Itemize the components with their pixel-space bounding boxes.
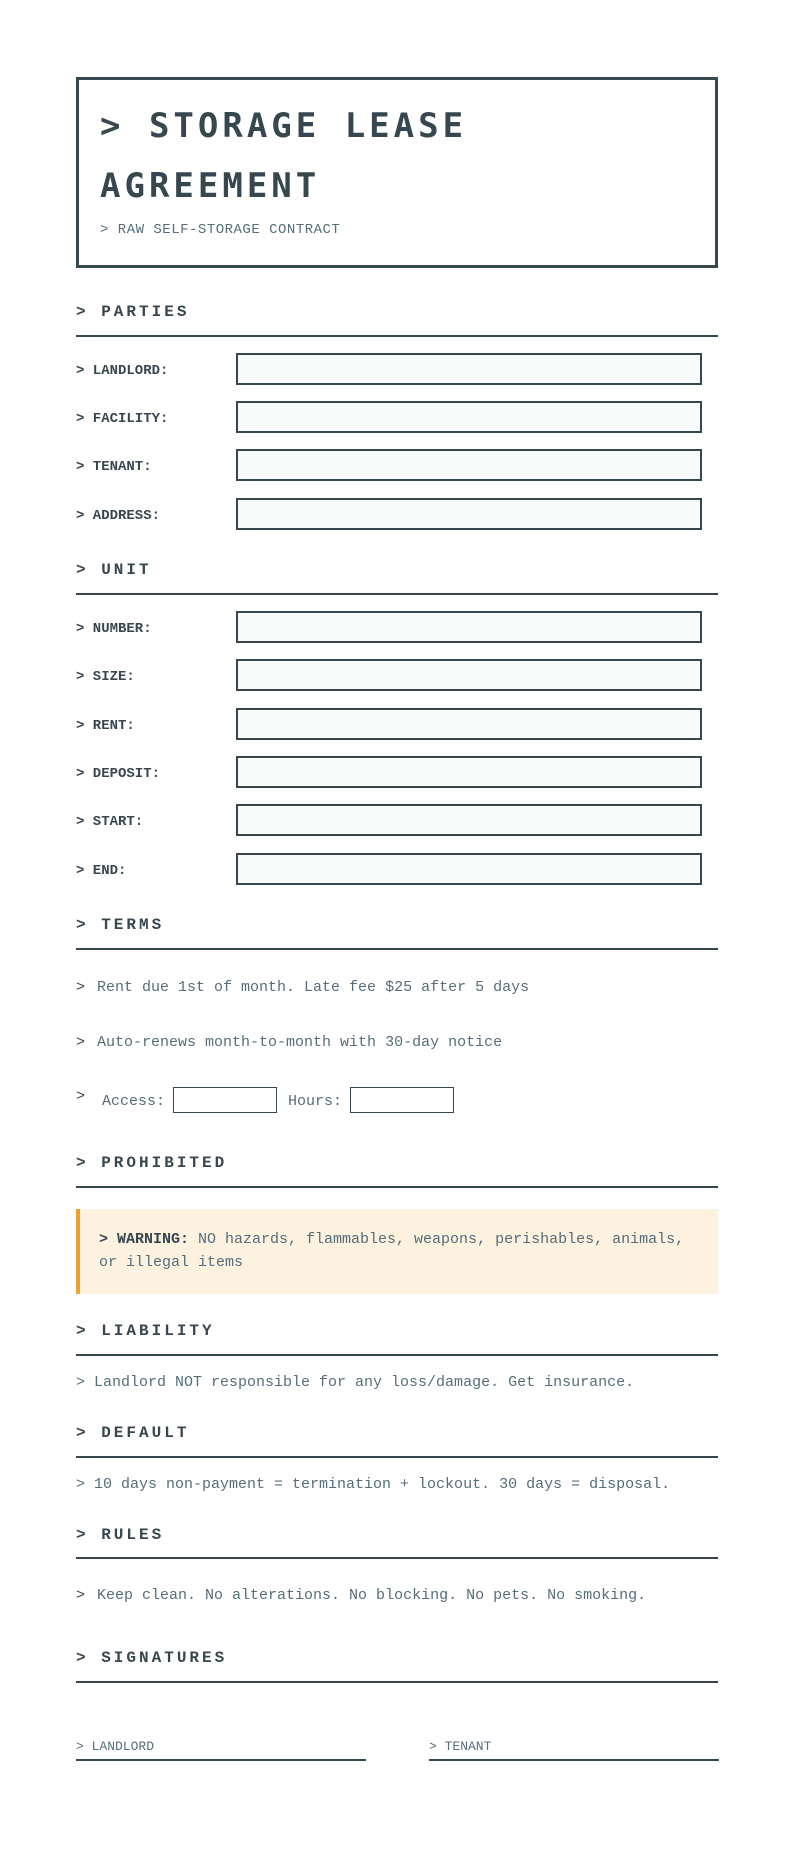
term-text: Auto-renews month-to-month with 30-day notice (97, 1034, 503, 1051)
deposit-label: > DEPOSIT: (76, 766, 161, 782)
section-default (76, 1424, 718, 1458)
address-field[interactable] (236, 498, 702, 530)
rent-field[interactable] (236, 708, 702, 740)
bullet-marker: > (76, 1088, 86, 1105)
hours-label: Hours: (288, 1093, 343, 1110)
section-title: > DEFAULT (76, 1424, 190, 1442)
term-item-rent-due (76, 979, 529, 996)
facility-field[interactable] (236, 401, 702, 433)
landlord-field[interactable] (236, 353, 702, 385)
page-title-line-2: AGREEMENT (100, 166, 321, 206)
section-liability (76, 1322, 718, 1356)
tenant-signature-label: > TENANT (429, 1739, 492, 1754)
page-title-line-1: > STORAGE LEASE (100, 106, 468, 146)
end-label: > END: (76, 863, 127, 879)
rent-label: > RENT: (76, 718, 135, 734)
end-date-field[interactable] (236, 853, 702, 885)
section-title: > UNIT (76, 561, 152, 579)
section-title: > RULES (76, 1526, 165, 1544)
section-title: > LIABILITY (76, 1322, 215, 1340)
landlord-signature-label: > LANDLORD (76, 1739, 155, 1754)
landlord-signature-line[interactable] (76, 1737, 366, 1761)
deposit-field[interactable] (236, 756, 702, 788)
unit-number-field[interactable] (236, 611, 702, 643)
bullet-marker: > (76, 1034, 86, 1051)
section-signatures (76, 1649, 718, 1683)
term-item-auto-renew (76, 1034, 502, 1051)
size-label: > SIZE: (76, 669, 135, 685)
term-text: Rent due 1st of month. Late fee $25 after 5 days (97, 979, 530, 996)
default-text: > 10 days non-payment = termination + lockout. 30 days = disposal. (76, 1476, 671, 1493)
start-label: > START: (76, 814, 144, 830)
tenant-signature-line[interactable] (429, 1737, 719, 1761)
liability-text: > Landlord NOT responsible for any loss/damage. Get insurance. (76, 1374, 635, 1391)
section-terms (76, 916, 718, 950)
title-box (76, 77, 718, 268)
rules-item (76, 1587, 646, 1604)
rules-text: Keep clean. No alterations. No blocking. No pets. No smoking. (97, 1587, 647, 1604)
bullet-marker: > (76, 979, 86, 996)
start-date-field[interactable] (236, 804, 702, 836)
tenant-label: > TENANT: (76, 459, 152, 475)
warning-text: NO hazards, flammables, weapons, perishables, animals, or illegal items (99, 1231, 685, 1271)
number-label: > NUMBER: (76, 621, 152, 637)
access-input[interactable] (173, 1087, 277, 1113)
unit-size-field[interactable] (236, 659, 702, 691)
section-title: > TERMS (76, 916, 165, 934)
section-unit (76, 561, 718, 595)
address-label: > ADDRESS: (76, 508, 161, 524)
page-subtitle: > RAW SELF-STORAGE CONTRACT (100, 222, 341, 238)
section-title: > SIGNATURES (76, 1649, 228, 1667)
warning-label: > WARNING: (99, 1231, 190, 1248)
section-title: > PARTIES (76, 303, 190, 321)
bullet-marker: > (76, 1587, 86, 1604)
term-item-access (76, 1088, 97, 1105)
landlord-label: > LANDLORD: (76, 363, 169, 379)
facility-label: > FACILITY: (76, 411, 169, 427)
hours-input[interactable] (350, 1087, 454, 1113)
tenant-field[interactable] (236, 449, 702, 481)
section-title: > PROHIBITED (76, 1154, 228, 1172)
access-label: Access: (102, 1093, 166, 1110)
section-rules (76, 1526, 718, 1559)
section-prohibited (76, 1154, 718, 1188)
warning-box (76, 1209, 718, 1294)
section-parties (76, 303, 718, 337)
